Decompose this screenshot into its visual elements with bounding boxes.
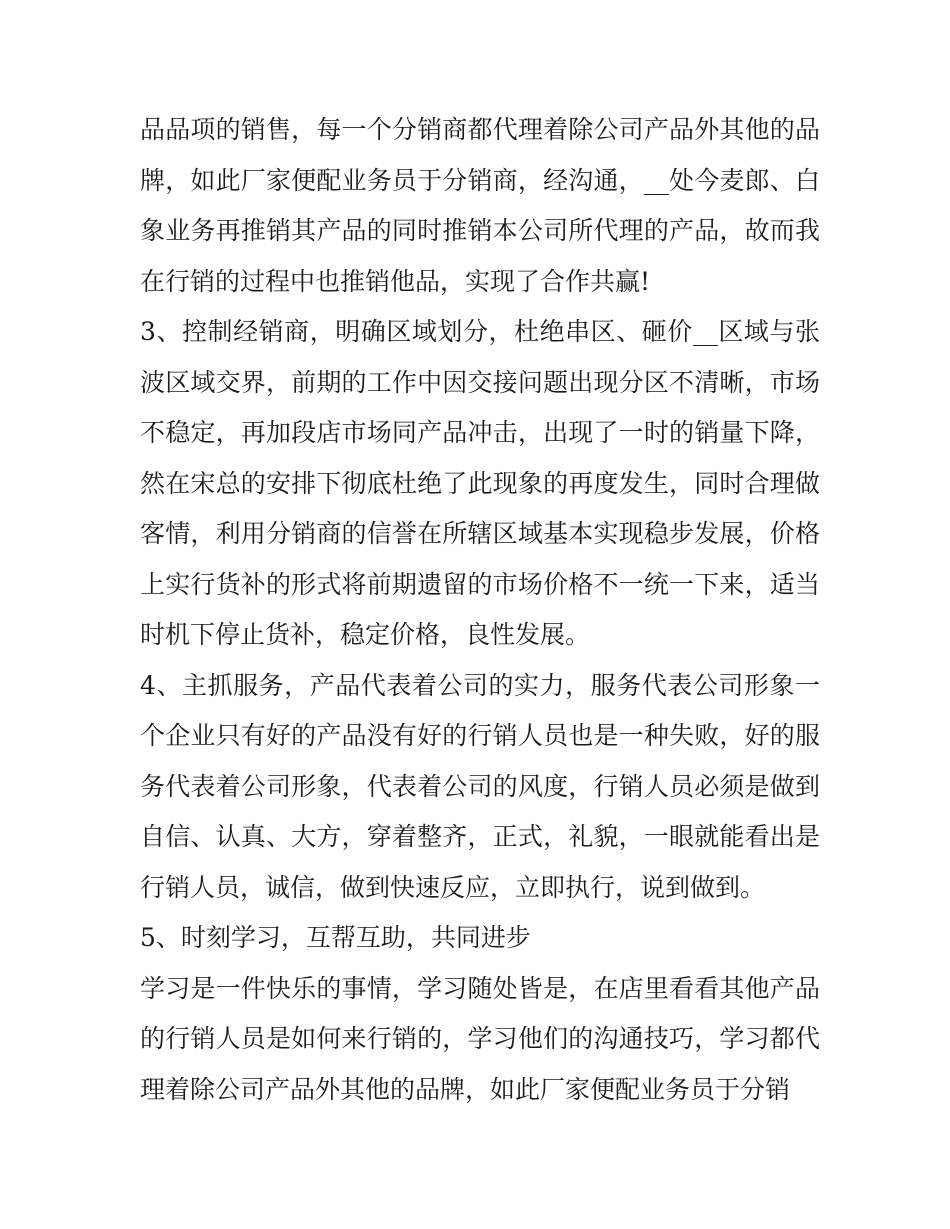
text-line: 牌，如此厂家便配业务员于分销商，经沟通，__处今麦郎、白 bbox=[140, 165, 820, 195]
text-line: 行销人员，诚信，做到快速反应，立即执行，说到做到。 bbox=[140, 872, 766, 902]
text-line: 自信、认真、大方，穿着整齐，正式，礼貌，一眼就能看出是 bbox=[140, 822, 820, 851]
text-line: 不稳定，再加段店市场同产品冲击，出现了一时的销量下降， bbox=[140, 418, 820, 447]
section-heading-4: 4、主抓服务，产品代表着公司的实力，服务代表公司形象一 bbox=[140, 670, 820, 700]
text-line: 在行销的过程中也推销他品，实现了合作共赢! bbox=[140, 266, 651, 296]
text-line: 客情，利用分销商的信誉在所辖区域基本实现稳步发展，价格 bbox=[140, 519, 820, 548]
text-line: 学习是一件快乐的事情，学习随处皆是，在店里看看其他产品 bbox=[140, 973, 820, 1003]
text-line: 品品项的销售，每一个分销商都代理着除公司产品外其他的品 bbox=[140, 115, 820, 144]
text-line: 然在宋总的安排下彻底杜绝了此现象的再度发生，同时合理做 bbox=[140, 468, 820, 498]
text-line: 的行销人员是如何来行销的，学习他们的沟通技巧，学习都代 bbox=[140, 1024, 820, 1053]
body-text bbox=[140, 105, 820, 1115]
section-heading-3: 3、控制经销商，明确区域划分，杜绝串区、砸价__区域与张 bbox=[140, 317, 820, 346]
text-line: 时机下停止货补，稳定价格，良性发展。 bbox=[140, 620, 591, 649]
text-line: 务代表着公司形象，代表着公司的风度，行销人员必须是做到 bbox=[140, 771, 820, 801]
text-line: 波区域交界，前期的工作中因交接问题出现分区不清晰，市场 bbox=[140, 367, 820, 397]
text-line: 个企业只有好的产品没有好的行销人员也是一种失败，好的服 bbox=[140, 721, 820, 750]
text-line: 象业务再推销其产品的同时推销本公司所代理的产品，故而我 bbox=[140, 216, 820, 245]
text-line: 理着除公司产品外其他的品牌，如此厂家便配业务员于分销 bbox=[140, 1074, 791, 1104]
section-heading-5: 5、时刻学习，互帮互助，共同进步 bbox=[140, 923, 531, 952]
text-line: 上实行货补的形式将前期遗留的市场价格不一统一下来，适当 bbox=[140, 569, 820, 599]
